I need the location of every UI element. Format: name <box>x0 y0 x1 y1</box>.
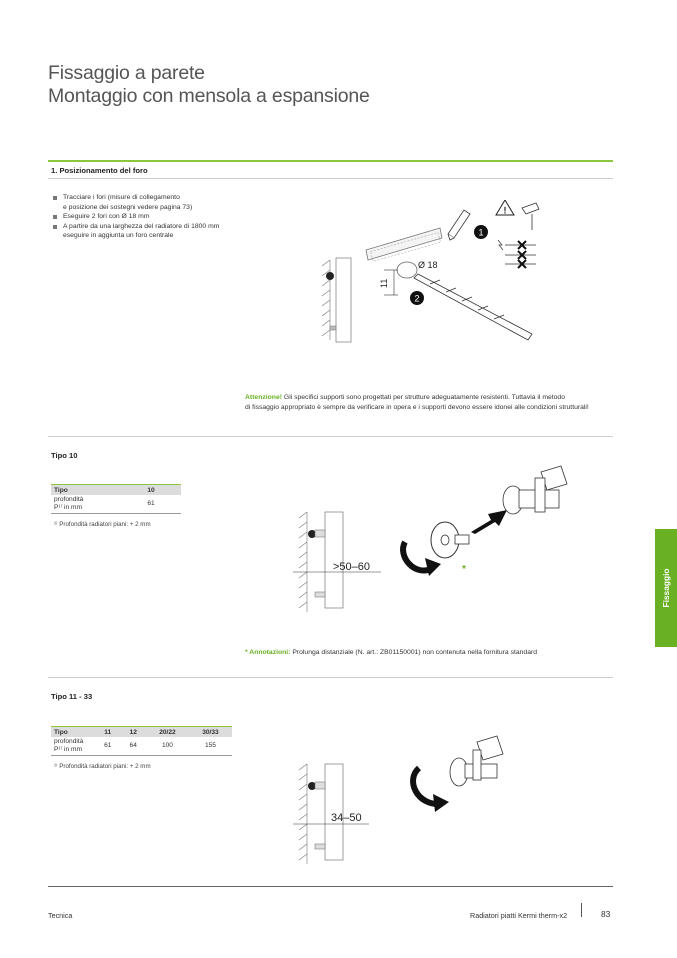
pencil-icon <box>448 210 470 240</box>
warning-icon <box>496 200 514 216</box>
table-cell: 61 <box>95 737 120 756</box>
drilling-diagram <box>300 200 550 350</box>
page-number: 83 <box>601 909 611 919</box>
tipo10-table <box>51 484 181 514</box>
page-title <box>48 62 370 108</box>
footer-right: Radiatori piatti Kermi therm-x2 <box>470 911 568 920</box>
svg-text:!: ! <box>503 205 507 216</box>
table-header: 10 <box>121 485 181 496</box>
wall-console <box>450 736 503 786</box>
section1-heading: 1. Posizionamento del foro <box>51 166 148 175</box>
page-title-line2: Montaggio con mensola a espansione <box>48 85 370 107</box>
drill-bit <box>414 274 532 340</box>
table-row <box>51 495 181 514</box>
bracket <box>315 782 325 789</box>
side-tab-label: Fissaggio <box>661 568 671 608</box>
dim-diameter-label: Ø 18 <box>418 260 438 270</box>
tipo11-heading: Tipo 11 - 33 <box>51 692 93 701</box>
section1-bottom-rule <box>48 178 613 179</box>
table-header: 12 <box>120 727 145 738</box>
table-header: 20/22 <box>146 727 189 738</box>
hole-outline <box>397 262 417 278</box>
tipo11-diagram <box>285 728 525 868</box>
table-cell: 155 <box>189 737 232 756</box>
attention-note: Attenzione! Gli specifici supporti sono progettati per strutture adeguatamente resistenti. Tuttavia il metodo di fissaggio appropriato è sempre da verificare in opera e i supporti devono essere idonei alle condizioni strutturali! <box>245 394 589 411</box>
section1-bullet-list <box>51 193 219 241</box>
drill-hole-marker <box>326 272 334 280</box>
table-header: 30/33 <box>189 727 232 738</box>
wall-hatch <box>299 512 307 612</box>
annotation-label: * Annotazioni: <box>245 649 291 656</box>
tipo10-diagram <box>285 460 575 620</box>
asterisk-mark: * <box>462 564 466 575</box>
tipo10-dim-label: >50–60 <box>333 561 371 573</box>
section1-top-rule <box>48 160 613 162</box>
bullet-item: Eseguire 2 fori con Ø 18 mm <box>51 212 219 222</box>
radiator-outline <box>336 258 351 342</box>
bullet-item: Tracciare i fori (misure di collegamento e posizione dei sostegni vedere pagina 73) <box>51 193 219 212</box>
mounting-template <box>366 228 442 260</box>
table-cell: 61 <box>121 495 181 514</box>
table-cell: 100 <box>146 737 189 756</box>
wall-console <box>503 466 567 514</box>
hazard-lines-icon <box>498 240 536 268</box>
section-side-tab[interactable] <box>655 529 677 647</box>
dim-11-label: 11 <box>379 278 389 288</box>
wall-hatch <box>299 764 307 864</box>
footer-separator <box>581 903 582 917</box>
tipo10-footnote: ¹⁾ Profondità radiatori piani: + 2 mm <box>54 521 151 528</box>
footer-left: Tecnica <box>48 911 73 920</box>
table-header: Tipo <box>51 727 95 738</box>
step-2-number: 2 <box>414 293 420 304</box>
tipo11-dim-label: 34–50 <box>331 812 362 824</box>
radiator-outline <box>325 512 343 608</box>
footer-rule <box>48 886 613 887</box>
attention-label: Attenzione! <box>245 394 283 401</box>
push-arrow <box>471 510 507 534</box>
tipo11-table <box>51 726 232 756</box>
wall-hatch <box>322 260 330 340</box>
bullet-item: A partire da una larghezza del radiatore di 1800 mm eseguire in aggiunta un foro centrale <box>51 222 219 241</box>
table-cell: 64 <box>120 737 145 756</box>
table-header: Tipo <box>51 485 121 496</box>
detector-icon <box>522 203 539 230</box>
tipo10-heading: Tipo 10 <box>51 451 78 460</box>
table-header: 11 <box>95 727 120 738</box>
annotation-note: * Annotazioni: Prolunga distanziale (N. art.: ZB01150001) non contenuta nella fornitura standard <box>245 649 538 656</box>
page-title-line1: Fissaggio a parete <box>48 62 205 84</box>
divider <box>48 677 613 678</box>
step-1-number: 1 <box>478 227 484 238</box>
table-row <box>51 737 232 756</box>
divider <box>48 436 613 437</box>
table-row-label: profondità P¹⁾ in mm <box>51 495 121 514</box>
bracket <box>315 530 325 537</box>
tipo11-footnote: ¹⁾ Profondità radiatori piani: + 2 mm <box>54 763 151 770</box>
table-row-label: profondità P¹⁾ in mm <box>51 737 95 756</box>
